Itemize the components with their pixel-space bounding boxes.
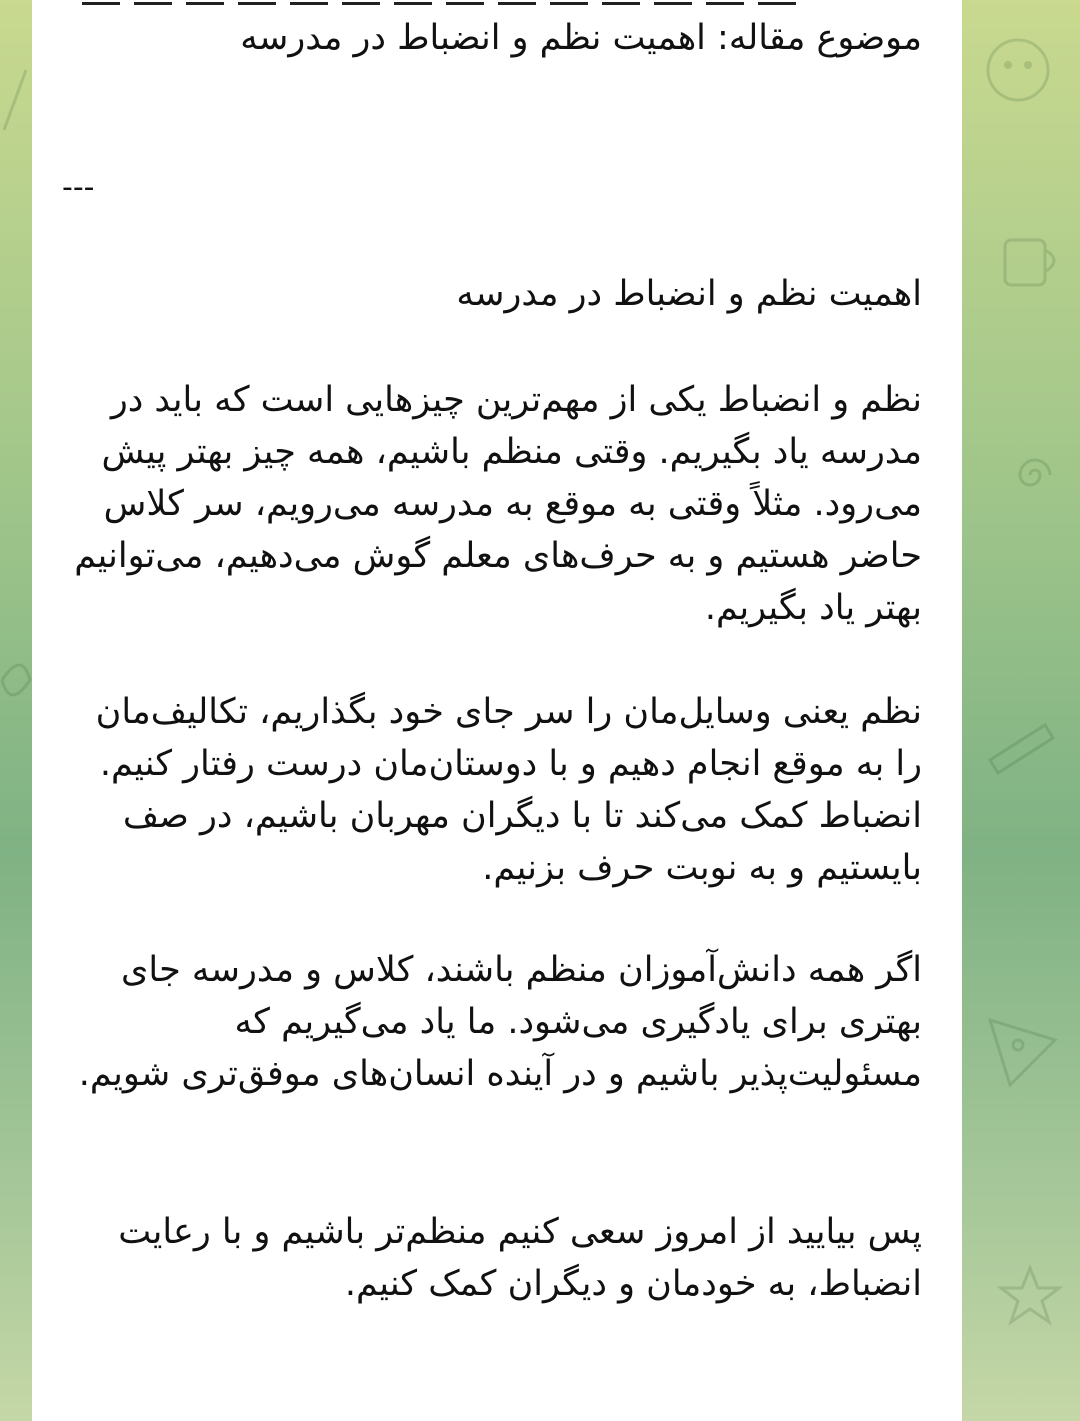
swirl-icon bbox=[1000, 440, 1070, 510]
paragraph-4: پس بیایید از امروز سعی کنیم منظم‌تر باشیم و با رعایت انضباط، به خودمان و دیگران کمک کنیم. bbox=[118, 1212, 922, 1304]
star-icon bbox=[995, 1260, 1065, 1330]
topic-line: موضوع مقاله: اهمیت نظم و انضباط در مدرسه bbox=[240, 18, 922, 58]
clipped-text-line bbox=[42, 0, 802, 6]
cup-icon bbox=[990, 220, 1070, 300]
doodle-icon bbox=[968, 20, 1068, 120]
separator: --- bbox=[62, 170, 95, 205]
paragraph-1: نظم و انضباط یکی از مهم‌ترین چیزهایی است که باید در مدرسه یاد بگیریم. وقتی منظم باشیم، همه چیز بهتر پیش می‌رود. مثلاً وقتی به موقع به مدرسه می‌رویم، سر کلاس حاضر هستیم و به حرف‌های معلم گوش می‌دهیم، می‌توانیم بهتر یاد بگیریم. bbox=[74, 380, 922, 628]
leaf-icon bbox=[0, 640, 32, 720]
telescope-icon bbox=[975, 700, 1065, 790]
pizza-icon bbox=[970, 1000, 1070, 1100]
pencil-icon bbox=[0, 60, 32, 140]
paragraph-2: نظم یعنی وسایل‌مان را سر جای خود بگذاریم، تکالیف‌مان را به موقع انجام دهیم و با دوستان‌مان درست رفتار کنیم. انضباط کمک می‌کند تا با دیگران مهربان باشیم، در صف بایستیم و به نوبت حرف بزنیم. bbox=[95, 692, 922, 888]
paragraph-3: اگر همه دانش‌آموزان منظم باشند، کلاس و مدرسه جای بهتری برای یادگیری می‌شود. ما یاد می‌گیریم که مسئولیت‌پذیر باشیم و در آینده انسان‌های موفق‌تری شویم. bbox=[78, 950, 922, 1094]
article-title: اهمیت نظم و انضباط در مدرسه bbox=[456, 274, 922, 314]
message-bubble[interactable] bbox=[32, 0, 962, 1421]
